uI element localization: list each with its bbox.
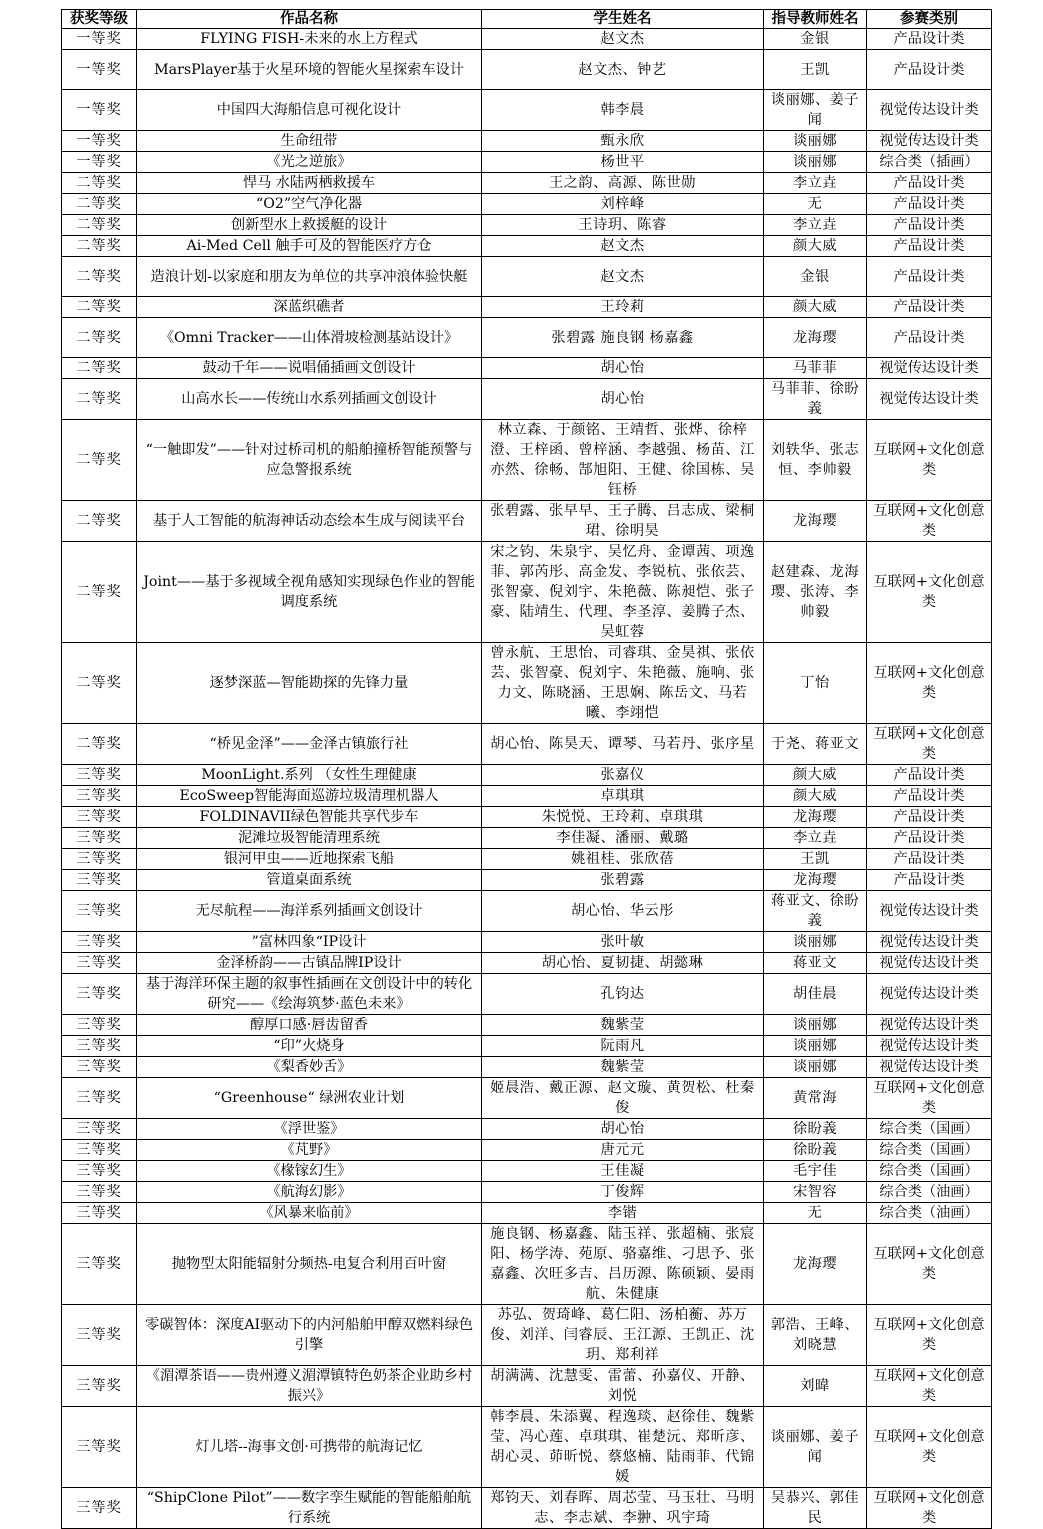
table-row <box>62 1407 992 1488</box>
teacher-names-cell: 丁怡 <box>764 643 867 724</box>
category-cell: 产品设计类 <box>867 50 992 90</box>
award-grade-cell: 三等奖 <box>62 1119 137 1140</box>
award-grade-cell: 三等奖 <box>62 786 137 807</box>
work-title-cell: 悍马 水陆两栖救援车 <box>137 173 482 194</box>
teacher-names-cell: 宋智容 <box>764 1182 867 1203</box>
category-cell: 视觉传达设计类 <box>867 932 992 953</box>
category-cell: 互联网+文化创意类 <box>867 420 992 501</box>
teacher-names-cell: 王凯 <box>764 849 867 870</box>
table-row <box>62 1036 992 1057</box>
table-row <box>62 1078 992 1119</box>
category-cell: 互联网+文化创意类 <box>867 1366 992 1407</box>
work-title-cell: Ai-Med Cell 触手可及的智能医疗方仓 <box>137 236 482 257</box>
award-grade-cell: 二等奖 <box>62 643 137 724</box>
work-title-cell: 生命纽带 <box>137 131 482 152</box>
award-grade-cell: 三等奖 <box>62 1488 137 1529</box>
category-cell: 产品设计类 <box>867 215 992 236</box>
student-names-cell: 宋之钧、朱泉宇、吴忆舟、金谭茜、项逸菲、郭芮彤、高金发、李锐杭、张依芸、张智豪、倪刘宇、朱艳薇、陈昶恺、张子豪、陆靖生、代理、李圣淳、姜腾子杰、吴虹蓉 <box>482 542 764 643</box>
student-names-cell: 曾永航、王思怡、司睿琪、金昊祺、张依芸、张智豪、倪刘宇、朱艳薇、施响、张力文、陈晓涵、王思娴、陈岳文、马若曦、李翊恺 <box>482 643 764 724</box>
work-title-cell: 灯儿塔--海事文创·可携带的航海记忆 <box>137 1407 482 1488</box>
student-names-cell: 苏弘、贺琦峰、葛仁阳、汤柏蘅、苏万俊、刘洋、闫睿辰、王江源、王凯正、沈玥、郑利祥 <box>482 1305 764 1366</box>
work-title-cell: 《浮世鉴》 <box>137 1119 482 1140</box>
student-names-cell: 姬晨浩、戴正源、赵文璇、黄贺松、杜秦俊 <box>482 1078 764 1119</box>
teacher-names-cell: 李立垚 <box>764 828 867 849</box>
teacher-names-cell: 谈丽娜、姜子闻 <box>764 1407 867 1488</box>
header-student-names: 学生姓名 <box>482 10 764 29</box>
student-names-cell: 唐元元 <box>482 1140 764 1161</box>
table-row <box>62 50 992 90</box>
award-grade-cell: 三等奖 <box>62 849 137 870</box>
student-names-cell: 胡心怡、华云彤 <box>482 891 764 932</box>
category-cell: 视觉传达设计类 <box>867 379 992 420</box>
category-cell: 综合类（油画） <box>867 1203 992 1224</box>
work-title-cell: 《梨香妙舌》 <box>137 1057 482 1078</box>
work-title-cell: 银河甲虫——近地探索飞船 <box>137 849 482 870</box>
category-cell: 综合类（国画） <box>867 1161 992 1182</box>
table-row <box>62 1203 992 1224</box>
award-grade-cell: 三等奖 <box>62 974 137 1015</box>
table-row <box>62 1119 992 1140</box>
work-title-cell: 基于海洋环保主题的叙事性插画在文创设计中的转化研究——《绘海筑梦·蓝色未来》 <box>137 974 482 1015</box>
award-grade-cell: 三等奖 <box>62 828 137 849</box>
category-cell: 综合类（国画） <box>867 1119 992 1140</box>
table-row <box>62 849 992 870</box>
award-grade-cell: 三等奖 <box>62 1015 137 1036</box>
teacher-names-cell: 无 <box>764 1203 867 1224</box>
table-row <box>62 215 992 236</box>
table-row <box>62 358 992 379</box>
teacher-names-cell: 黄常海 <box>764 1078 867 1119</box>
student-names-cell: 王诗玥、陈睿 <box>482 215 764 236</box>
category-cell: 互联网+文化创意类 <box>867 1305 992 1366</box>
award-grade-cell: 三等奖 <box>62 1366 137 1407</box>
student-names-cell: 杨世平 <box>482 152 764 173</box>
teacher-names-cell: 谈丽娜 <box>764 152 867 173</box>
teacher-names-cell: 徐盼義 <box>764 1140 867 1161</box>
award-grade-cell: 二等奖 <box>62 501 137 542</box>
student-names-cell: 魏紫莹 <box>482 1057 764 1078</box>
category-cell: 互联网+文化创意类 <box>867 1224 992 1305</box>
table-row <box>62 1224 992 1305</box>
teacher-names-cell: 颜大威 <box>764 786 867 807</box>
header-grade: 获奖等级 <box>62 10 137 29</box>
category-cell: 互联网+文化创意类 <box>867 1488 992 1529</box>
award-grade-cell: 三等奖 <box>62 891 137 932</box>
category-cell: 视觉传达设计类 <box>867 358 992 379</box>
work-title-cell: 鼓动千年——说唱俑插画文创设计 <box>137 358 482 379</box>
teacher-names-cell: 王凯 <box>764 50 867 90</box>
awards-table <box>61 9 992 1529</box>
student-names-cell: 韩李晨 <box>482 90 764 131</box>
teacher-names-cell: 谈丽娜 <box>764 1015 867 1036</box>
student-names-cell: 林立森、于颜铭、王靖哲、张烨、徐梓澄、王梓函、曾梓涵、李越强、杨苗、江亦然、徐畅、郜旭阳、王健、徐国栋、吴钰桥 <box>482 420 764 501</box>
category-cell: 综合类（插画） <box>867 152 992 173</box>
work-title-cell: 《航海幻影》 <box>137 1182 482 1203</box>
category-cell: 产品设计类 <box>867 236 992 257</box>
category-cell: 互联网+文化创意类 <box>867 1407 992 1488</box>
award-grade-cell: 三等奖 <box>62 1407 137 1488</box>
category-cell: 产品设计类 <box>867 870 992 891</box>
teacher-names-cell: 蒋亚文、徐盼義 <box>764 891 867 932</box>
table-row <box>62 1015 992 1036</box>
award-grade-cell: 三等奖 <box>62 1078 137 1119</box>
header-teacher-names: 指导教师姓名 <box>764 10 867 29</box>
teacher-names-cell: 刘暐 <box>764 1366 867 1407</box>
work-title-cell: FOLDINAVII绿色智能共享代步车 <box>137 807 482 828</box>
table-row <box>62 1057 992 1078</box>
award-grade-cell: 二等奖 <box>62 297 137 318</box>
award-grade-cell: 一等奖 <box>62 152 137 173</box>
student-names-cell: 赵文杰 <box>482 236 764 257</box>
work-title-cell: 零碳智体：深度AI驱动下的内河船舶甲醇双燃料绿色引擎 <box>137 1305 482 1366</box>
table-row <box>62 786 992 807</box>
teacher-names-cell: 金银 <box>764 29 867 50</box>
teacher-names-cell: 谈丽娜、姜子闻 <box>764 90 867 131</box>
teacher-names-cell: 谈丽娜 <box>764 932 867 953</box>
student-names-cell: 郑钧天、刘春晖、周芯莹、马玉壮、马明志、李志斌、李翀、巩宇琦 <box>482 1488 764 1529</box>
table-row <box>62 724 992 765</box>
table-row <box>62 1140 992 1161</box>
student-names-cell: 李锴 <box>482 1203 764 1224</box>
work-title-cell: 逐梦深蓝—智能勘探的先锋力量 <box>137 643 482 724</box>
category-cell: 产品设计类 <box>867 318 992 358</box>
header-work-title: 作品名称 <box>137 10 482 29</box>
work-title-cell: 泥滩垃圾智能清理系统 <box>137 828 482 849</box>
work-title-cell: 抛物型太阳能辐射分频热-电复合利用百叶窗 <box>137 1224 482 1305</box>
work-title-cell: 管道桌面系统 <box>137 870 482 891</box>
award-grade-cell: 二等奖 <box>62 724 137 765</box>
table-row <box>62 891 992 932</box>
table-row <box>62 257 992 297</box>
table-row <box>62 1366 992 1407</box>
student-names-cell: 张碧露 <box>482 870 764 891</box>
student-names-cell: 胡满满、沈慧雯、雷蕾、孙嘉仪、开静、刘悦 <box>482 1366 764 1407</box>
category-cell: 视觉传达设计类 <box>867 131 992 152</box>
work-title-cell: “一触即发”——针对过桥司机的船舶撞桥智能预警与应急警报系统 <box>137 420 482 501</box>
student-names-cell: 胡心怡 <box>482 358 764 379</box>
category-cell: 视觉传达设计类 <box>867 90 992 131</box>
award-grade-cell: 二等奖 <box>62 215 137 236</box>
category-cell: 视觉传达设计类 <box>867 891 992 932</box>
category-cell: 视觉传达设计类 <box>867 1015 992 1036</box>
work-title-cell: MoonLight.系列 （女性生理健康 <box>137 765 482 786</box>
category-cell: 综合类（油画） <box>867 1182 992 1203</box>
award-grade-cell: 一等奖 <box>62 90 137 131</box>
table-row <box>62 131 992 152</box>
work-title-cell: “印”火烧身 <box>137 1036 482 1057</box>
table-row <box>62 974 992 1015</box>
work-title-cell: 基于人工智能的航海神话动态绘本生成与阅读平台 <box>137 501 482 542</box>
teacher-names-cell: 毛宇佳 <box>764 1161 867 1182</box>
teacher-names-cell: 郭浩、王峰、刘晓慧 <box>764 1305 867 1366</box>
category-cell: 视觉传达设计类 <box>867 974 992 1015</box>
student-names-cell: 王佳凝 <box>482 1161 764 1182</box>
student-names-cell: 施良钢、杨嘉鑫、陆玉祥、张超楠、张宸阳、杨学涛、苑原、骆嘉维、刁思予、张嘉鑫、次旺多吉、吕历源、陈硕颖、晏雨航、朱健康 <box>482 1224 764 1305</box>
table-row <box>62 932 992 953</box>
teacher-names-cell: 龙海璎 <box>764 318 867 358</box>
award-grade-cell: 三等奖 <box>62 1140 137 1161</box>
award-grade-cell: 二等奖 <box>62 318 137 358</box>
table-row <box>62 1182 992 1203</box>
work-title-cell: 无尽航程——海洋系列插画文创设计 <box>137 891 482 932</box>
teacher-names-cell: 谈丽娜 <box>764 1036 867 1057</box>
teacher-names-cell: 颜大威 <box>764 765 867 786</box>
work-title-cell: 《Omni Tracker——山体滑坡检测基站设计》 <box>137 318 482 358</box>
table-row <box>62 807 992 828</box>
category-cell: 互联网+文化创意类 <box>867 501 992 542</box>
teacher-names-cell: 龙海璎 <box>764 807 867 828</box>
work-title-cell: Joint——基于多视域全视角感知实现绿色作业的智能调度系统 <box>137 542 482 643</box>
teacher-names-cell: 马菲菲 <box>764 358 867 379</box>
award-grade-cell: 二等奖 <box>62 420 137 501</box>
teacher-names-cell: 李立垚 <box>764 215 867 236</box>
category-cell: 视觉传达设计类 <box>867 1057 992 1078</box>
award-grade-cell: 二等奖 <box>62 236 137 257</box>
table-header <box>62 10 992 29</box>
teacher-names-cell: 李立垚 <box>764 173 867 194</box>
award-grade-cell: 一等奖 <box>62 29 137 50</box>
work-title-cell: “Greenhouse“ 绿洲农业计划 <box>137 1078 482 1119</box>
teacher-names-cell: 谈丽娜 <box>764 131 867 152</box>
student-names-cell: 张嘉仪 <box>482 765 764 786</box>
table-row <box>62 1161 992 1182</box>
work-title-cell: MarsPlayer基于火星环境的智能火星探索车设计 <box>137 50 482 90</box>
category-cell: 互联网+文化创意类 <box>867 643 992 724</box>
header-row <box>62 10 992 29</box>
table-row <box>62 236 992 257</box>
award-grade-cell: 三等奖 <box>62 1203 137 1224</box>
teacher-names-cell: 龙海璎 <box>764 501 867 542</box>
table-row <box>62 152 992 173</box>
table-row <box>62 1488 992 1529</box>
work-title-cell: “桥见金泽”——金泽古镇旅行社 <box>137 724 482 765</box>
work-title-cell: 金泽桥韵——古镇品牌IP设计 <box>137 953 482 974</box>
award-grade-cell: 二等奖 <box>62 257 137 297</box>
teacher-names-cell: 谈丽娜 <box>764 1057 867 1078</box>
student-names-cell: 魏紫莹 <box>482 1015 764 1036</box>
award-grade-cell: 三等奖 <box>62 1305 137 1366</box>
award-grade-cell: 三等奖 <box>62 807 137 828</box>
table-row <box>62 297 992 318</box>
work-title-cell: 深蓝织礁者 <box>137 297 482 318</box>
work-title-cell: EcoSweep智能海面巡游垃圾清理机器人 <box>137 786 482 807</box>
work-title-cell: 《芃野》 <box>137 1140 482 1161</box>
teacher-names-cell: 刘轶华、张志恒、李帅毅 <box>764 420 867 501</box>
table-row <box>62 870 992 891</box>
award-grade-cell: 三等奖 <box>62 1161 137 1182</box>
award-grade-cell: 二等奖 <box>62 173 137 194</box>
award-grade-cell: 二等奖 <box>62 379 137 420</box>
student-names-cell: 胡心怡、夏韧捷、胡懿琳 <box>482 953 764 974</box>
teacher-names-cell: 赵建森、龙海璎、张涛、李帅毅 <box>764 542 867 643</box>
award-grade-cell: 三等奖 <box>62 870 137 891</box>
student-names-cell: 胡心怡、陈昊天、谭琴、马若丹、张序星 <box>482 724 764 765</box>
work-title-cell: 《湄潭茶语——贵州遵义湄潭镇特色奶茶企业助乡村振兴》 <box>137 1366 482 1407</box>
student-names-cell: 张叶敏 <box>482 932 764 953</box>
category-cell: 产品设计类 <box>867 828 992 849</box>
student-names-cell: 阮雨凡 <box>482 1036 764 1057</box>
table-row <box>62 318 992 358</box>
work-title-cell: 山高水长——传统山水系列插画文创设计 <box>137 379 482 420</box>
student-names-cell: 胡心怡 <box>482 1119 764 1140</box>
teacher-names-cell: 吴恭兴、郭佳民 <box>764 1488 867 1529</box>
student-names-cell: 丁俊辉 <box>482 1182 764 1203</box>
teacher-names-cell: 无 <box>764 194 867 215</box>
award-grade-cell: 一等奖 <box>62 50 137 90</box>
table-row <box>62 828 992 849</box>
award-grade-cell: 二等奖 <box>62 358 137 379</box>
award-grade-cell: 三等奖 <box>62 953 137 974</box>
table-row <box>62 420 992 501</box>
table-row <box>62 542 992 643</box>
student-names-cell: 韩李晨、朱添翼、程逸琰、赵徐佳、魏紫莹、冯心莲、卓琪琪、崔楚沅、郑昕彦、胡心灵、茆昕悦、蔡悠楠、陆雨菲、代锦媛 <box>482 1407 764 1488</box>
student-names-cell: 孔钧达 <box>482 974 764 1015</box>
header-category: 参赛类别 <box>867 10 992 29</box>
table-row <box>62 765 992 786</box>
category-cell: 产品设计类 <box>867 297 992 318</box>
work-title-cell: 《光之逆旅》 <box>137 152 482 173</box>
work-title-cell: 《风暴来临前》 <box>137 1203 482 1224</box>
category-cell: 产品设计类 <box>867 786 992 807</box>
award-grade-cell: 三等奖 <box>62 1057 137 1078</box>
table-row <box>62 29 992 50</box>
category-cell: 互联网+文化创意类 <box>867 1078 992 1119</box>
student-names-cell: 姚祖桂、张欣蓓 <box>482 849 764 870</box>
category-cell: 产品设计类 <box>867 173 992 194</box>
award-grade-cell: 三等奖 <box>62 1036 137 1057</box>
student-names-cell: 张碧露、张早早、王子腾、吕志成、梁桐珺、徐明昊 <box>482 501 764 542</box>
teacher-names-cell: 龙海璎 <box>764 870 867 891</box>
category-cell: 视觉传达设计类 <box>867 953 992 974</box>
award-grade-cell: 二等奖 <box>62 194 137 215</box>
work-title-cell: 醇厚口感·唇齿留香 <box>137 1015 482 1036</box>
award-grade-cell: 三等奖 <box>62 1182 137 1203</box>
teacher-names-cell: 金银 <box>764 257 867 297</box>
table-row <box>62 1305 992 1366</box>
award-grade-cell: 三等奖 <box>62 765 137 786</box>
student-names-cell: 赵文杰 <box>482 257 764 297</box>
category-cell: 产品设计类 <box>867 257 992 297</box>
student-names-cell: 朱悦悦、王玲莉、卓琪琪 <box>482 807 764 828</box>
student-names-cell: 张碧露 施良钢 杨嘉鑫 <box>482 318 764 358</box>
work-title-cell: FLYING FISH-未来的水上方程式 <box>137 29 482 50</box>
table-row <box>62 501 992 542</box>
category-cell: 产品设计类 <box>867 29 992 50</box>
teacher-names-cell: 马菲菲、徐盼義 <box>764 379 867 420</box>
teacher-names-cell: 蒋亚文 <box>764 953 867 974</box>
category-cell: 产品设计类 <box>867 194 992 215</box>
award-grade-cell: 三等奖 <box>62 932 137 953</box>
category-cell: 综合类（国画） <box>867 1140 992 1161</box>
table-row <box>62 643 992 724</box>
work-title-cell: “ShipClone Pilot”——数字孪生赋能的智能船舶航行系统 <box>137 1488 482 1529</box>
table-row <box>62 194 992 215</box>
table-row <box>62 173 992 194</box>
category-cell: 互联网+文化创意类 <box>867 542 992 643</box>
table-body <box>62 29 992 1529</box>
table-row <box>62 90 992 131</box>
work-title-cell: ”富林四象“IP设计 <box>137 932 482 953</box>
award-grade-cell: 二等奖 <box>62 542 137 643</box>
category-cell: 互联网+文化创意类 <box>867 724 992 765</box>
work-title-cell: “O2”空气净化器 <box>137 194 482 215</box>
category-cell: 视觉传达设计类 <box>867 1036 992 1057</box>
work-title-cell: 创新型水上救援艇的设计 <box>137 215 482 236</box>
work-title-cell: 造浪计划-以家庭和朋友为单位的共享冲浪体验快艇 <box>137 257 482 297</box>
teacher-names-cell: 胡佳晨 <box>764 974 867 1015</box>
award-grade-cell: 一等奖 <box>62 131 137 152</box>
teacher-names-cell: 徐盼義 <box>764 1119 867 1140</box>
student-names-cell: 李佳凝、潘丽、戴璐 <box>482 828 764 849</box>
student-names-cell: 卓琪琪 <box>482 786 764 807</box>
teacher-names-cell: 颜大威 <box>764 236 867 257</box>
student-names-cell: 甄永欣 <box>482 131 764 152</box>
teacher-names-cell: 于尧、蒋亚文 <box>764 724 867 765</box>
student-names-cell: 赵文杰 <box>482 29 764 50</box>
table-row <box>62 953 992 974</box>
student-names-cell: 刘梓峰 <box>482 194 764 215</box>
work-title-cell: 中国四大海船信息可视化设计 <box>137 90 482 131</box>
award-grade-cell: 三等奖 <box>62 1224 137 1305</box>
student-names-cell: 王玲莉 <box>482 297 764 318</box>
teacher-names-cell: 颜大威 <box>764 297 867 318</box>
category-cell: 产品设计类 <box>867 765 992 786</box>
category-cell: 产品设计类 <box>867 849 992 870</box>
work-title-cell: 《椽镓幻生》 <box>137 1161 482 1182</box>
student-names-cell: 王之韵、高源、陈世勋 <box>482 173 764 194</box>
table-row <box>62 379 992 420</box>
teacher-names-cell: 龙海璎 <box>764 1224 867 1305</box>
student-names-cell: 胡心怡 <box>482 379 764 420</box>
category-cell: 产品设计类 <box>867 807 992 828</box>
student-names-cell: 赵文杰、钟艺 <box>482 50 764 90</box>
